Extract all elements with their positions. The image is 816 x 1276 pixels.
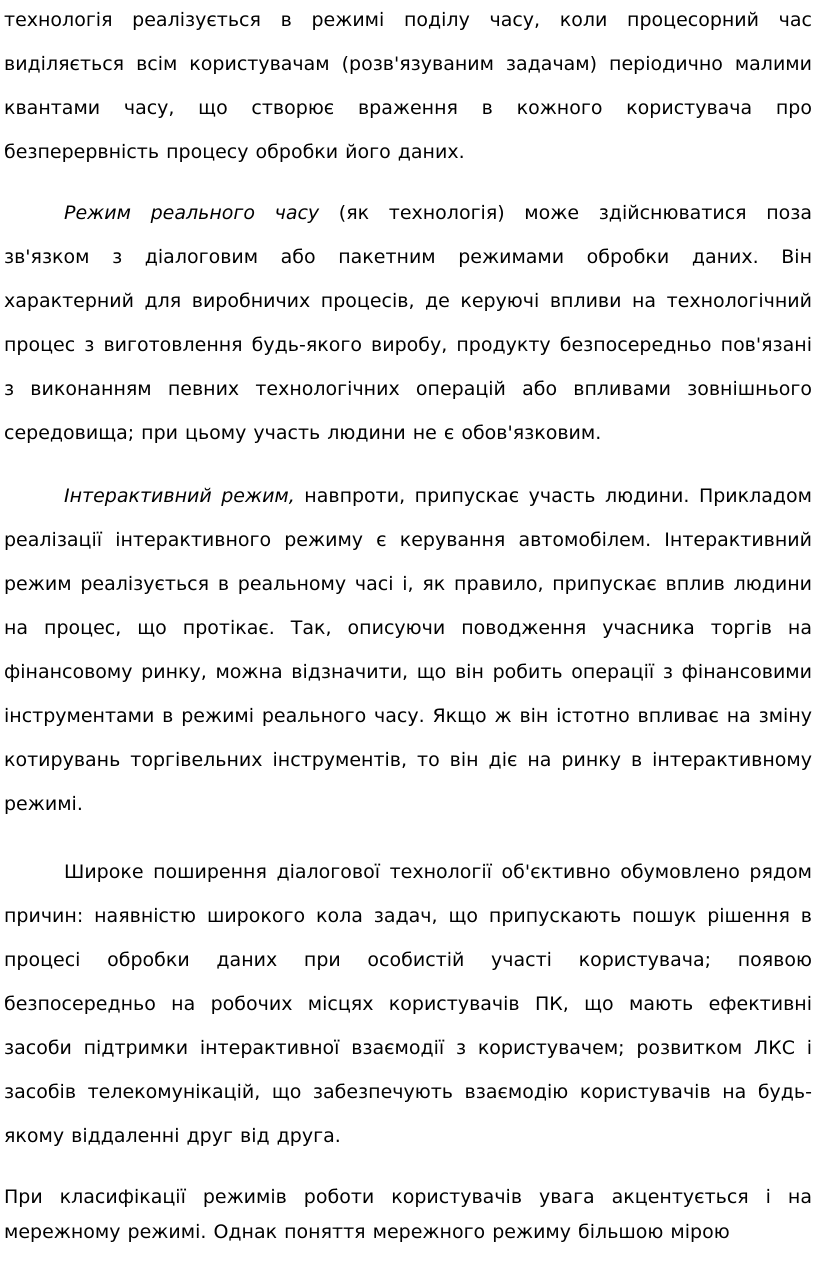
paragraph-real-time-mode xyxy=(4,191,812,455)
term-real-time-mode: Режим реального часу xyxy=(64,202,320,224)
term-interactive-mode: Інтерактивний режим, xyxy=(64,485,295,507)
paragraph-time-sharing: технологія реалізується в режимі поділу часу, коли процесорний час виділяється всім користувачам (розв'язуваним задачам) періодично малими квантами часу, що створює враження в кожного користувача про безперервність процесу обробки його даних. xyxy=(4,9,812,163)
paragraph-real-time-mode-text: (як технологія) може здійснюватися поза зв'язком з діалоговим або пакетним режимами обробки даних. Він характерний для виробничих процесів, де керуючі впливи на технологічний процес з виготовлення будь-якого виробу, продукту безпосередньо пов'язані з виконанням певних технологічних операцій або впливами зовнішнього середовища; при цьому участь людини не є обов'язковим. xyxy=(4,202,812,444)
paragraph-dialog-technology: Широке поширення діалогової технології об'єктивно обумовлено рядом причин: наявністю широкого кола задач, що припускають пошук рішення в процесі обробки даних при особистій участі користувача; появою безпосередньо на робочих місцях користувачів ПК, що мають ефективні засоби підтримки інтерактивної взаємодії з користувачем; розвитком ЛКС і засобів телекомунікацій, що забезпечують взаємодію користувачів на будь-якому віддаленні друг від друга. xyxy=(4,861,812,1147)
paragraph-interactive-mode-text: навпроти, припускає участь людини. Прикладом реалізації інтерактивного режиму є керування автомобілем. Інтерактивний режим реалізується в реальному часі і, як правило, припускає вплив людини на процес, що протікає. Так, описуючи поводження учасника торгів на фінансовому ринку, можна відзначити, що він робить операції з фінансовими інструментами в режимі реального часу. Якщо ж він істотно впливає на зміну котирувань торгівельних інструментів, то він діє на ринку в інтерактивному режимі. xyxy=(4,485,812,815)
paragraph-interactive-mode xyxy=(4,474,812,826)
paragraph-network-mode: При класифікації режимів роботи користувачів увага акцентується і на мережному режимі. Однак поняття мережного режиму більшою мірою xyxy=(4,1186,812,1243)
